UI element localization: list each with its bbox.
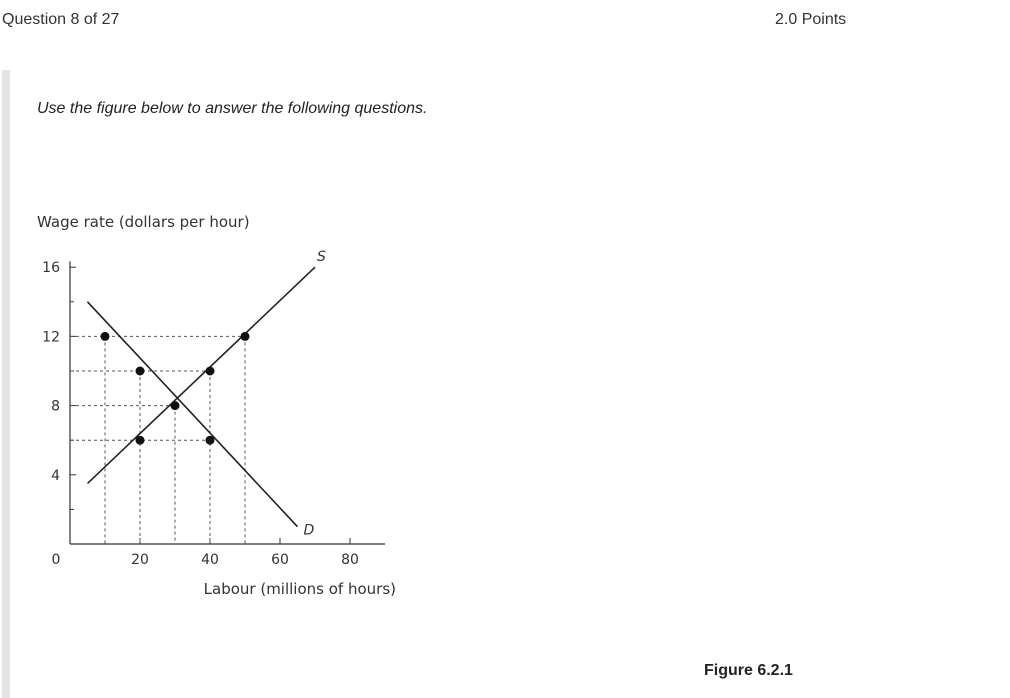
y-tick-label: 4 xyxy=(51,467,60,484)
data-markers xyxy=(101,332,250,445)
x-tick-label: 80 xyxy=(341,552,359,568)
x-tick-label: 40 xyxy=(201,552,219,568)
question-prompt: Use the figure below to answer the following questions. xyxy=(37,100,428,117)
y-tick-label: 12 xyxy=(42,329,60,346)
curves xyxy=(88,249,327,539)
guide-lines xyxy=(70,336,245,544)
figure-caption: Figure 6.2.1 xyxy=(704,662,793,679)
data-point xyxy=(206,367,215,376)
supply-demand-chart xyxy=(2,70,422,610)
x-tick-label: 20 xyxy=(131,552,149,568)
data-point xyxy=(136,436,145,445)
y-tick-label: 8 xyxy=(51,398,60,415)
data-point xyxy=(206,436,215,445)
question-points: 2.0 Points xyxy=(775,11,847,28)
question-number: Question 8 of 27 xyxy=(2,11,120,28)
curve-label-s: S xyxy=(317,249,326,266)
curve-s xyxy=(88,267,316,483)
data-point xyxy=(171,401,180,410)
data-point xyxy=(241,332,250,341)
question-card xyxy=(2,70,1010,698)
y-tick-label: 16 xyxy=(42,260,60,277)
question-header xyxy=(0,0,1010,40)
x-axis-label: Labour (millions of hours) xyxy=(203,580,396,598)
axes xyxy=(42,260,385,568)
curve-label-d: D xyxy=(303,522,315,539)
curve-d xyxy=(88,302,298,527)
data-point xyxy=(101,332,110,341)
y-axis-label: Wage rate (dollars per hour) xyxy=(37,213,250,231)
x-tick-label: 0 xyxy=(51,552,61,568)
data-point xyxy=(136,367,145,376)
x-tick-label: 60 xyxy=(271,552,289,568)
